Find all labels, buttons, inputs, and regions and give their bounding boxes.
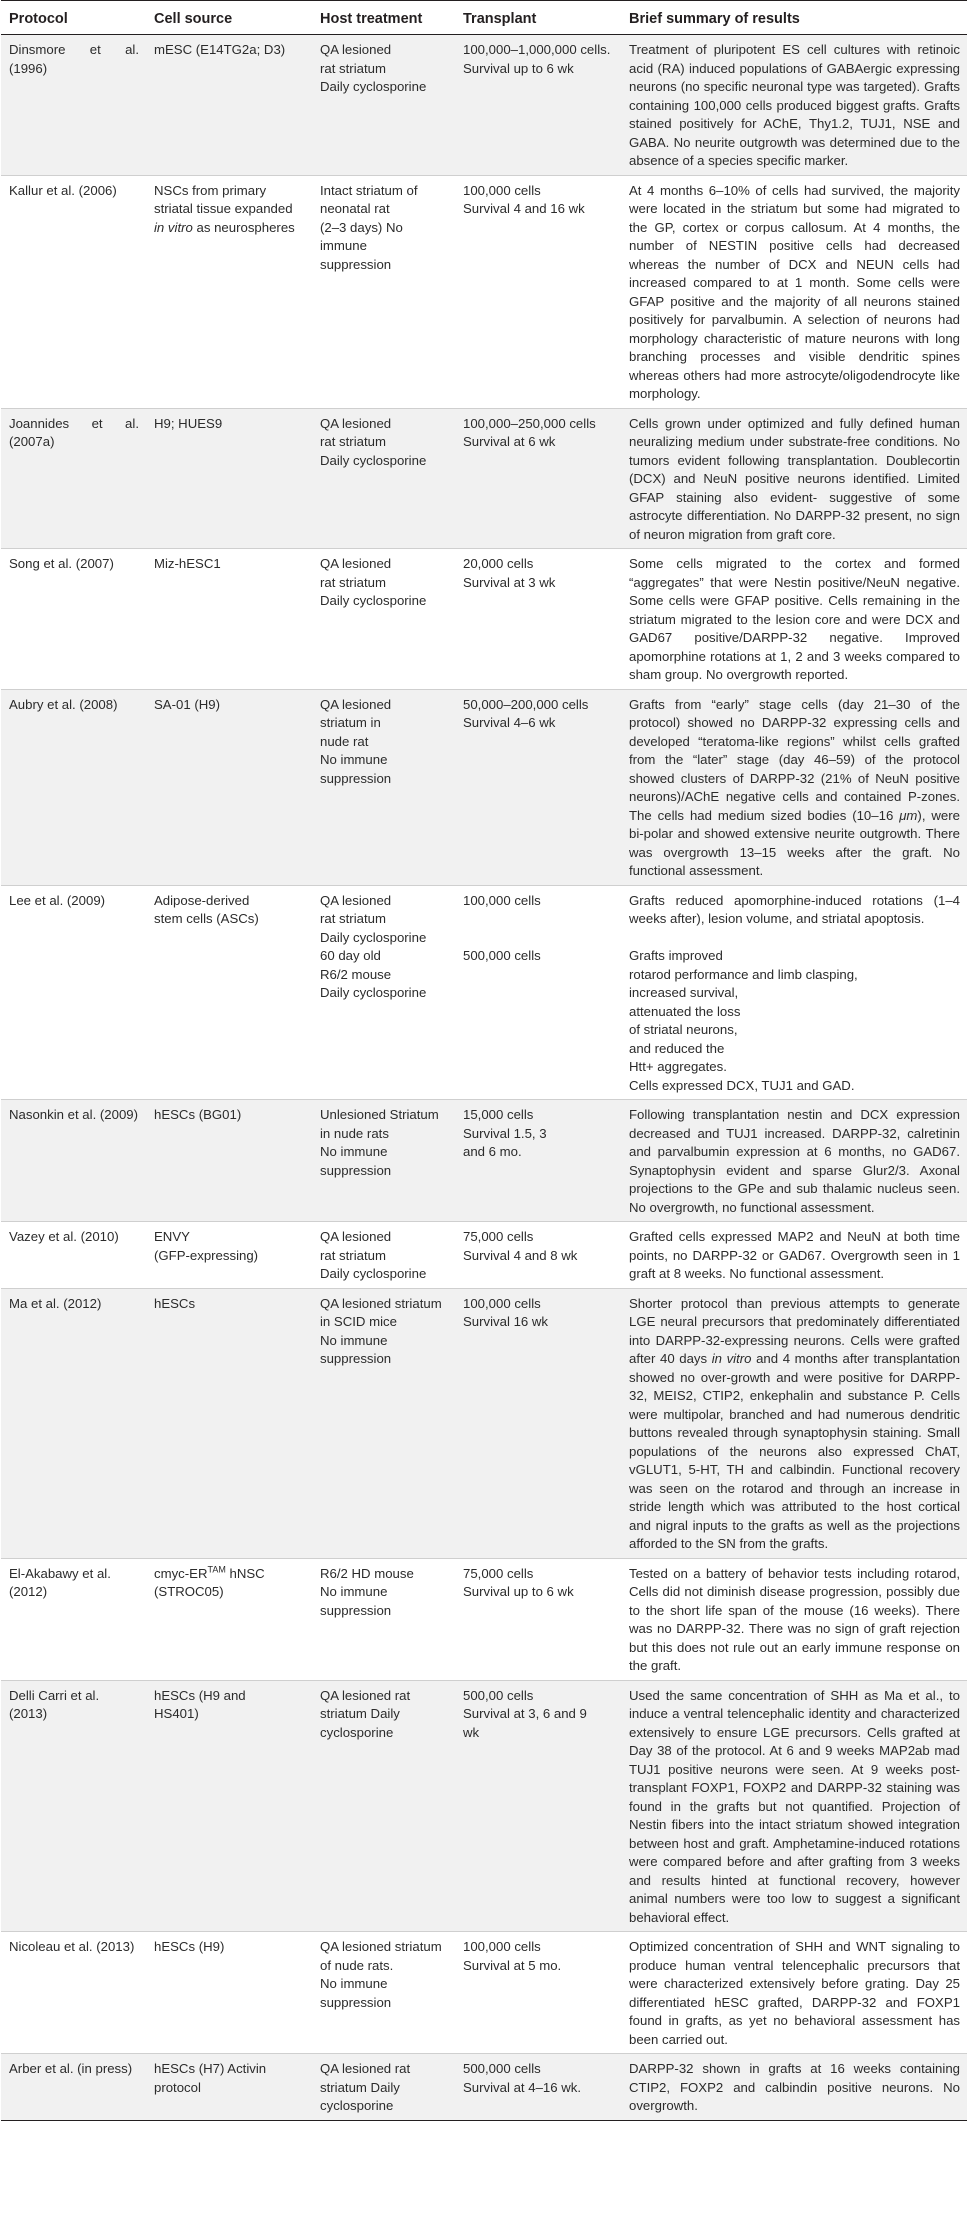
summary-cell: Grafts reduced apomorphine-induced rotations (1–4 weeks after), lesion volume, and striatal apoptosis. Grafts improved rotarod performance and limb clasping, increased survival, attenuated the loss of striatal neurons, and reduced the Htt+ aggregates. Cells expressed DCX, TUJ1 and GAD. xyxy=(621,885,967,1100)
protocol-cell: Kallur et al. (2006) xyxy=(1,175,146,408)
transplant-cell: 100,000 cells Survival at 5 mo. xyxy=(455,1932,621,2054)
table-row xyxy=(1,1222,967,1289)
table-row xyxy=(1,1680,967,1932)
table-row xyxy=(1,408,967,549)
transplant-cell: 100,000 cells 500,000 cells xyxy=(455,885,621,1100)
cell-source-cell: hESCs (BG01) xyxy=(146,1100,312,1222)
table-row xyxy=(1,689,967,885)
table-row xyxy=(1,1288,967,1558)
transplant-cell: 15,000 cells Survival 1.5, 3 and 6 mo. xyxy=(455,1100,621,1222)
table-row xyxy=(1,175,967,408)
cell-source-cell: cmyc-$ER^{TAM}$ hNSC (STROC05) xyxy=(146,1558,312,1680)
table-row xyxy=(1,1100,967,1222)
summary-cell: Optimized concentration of SHH and WNT signaling to produce human ventral telencephalic precursors that were characterized extensively before grating. Day 25 differentiated hESC grafted, DARPP-32 and FOXP1 found in grafts, as yet no behavioral assessment has been carried out. xyxy=(621,1932,967,2054)
protocol-cell: Song et al. (2007) xyxy=(1,549,146,690)
header-protocol: Protocol xyxy=(1,1,146,35)
protocol-cell: El-Akabawy et al. (2012) xyxy=(1,1558,146,1680)
table-row xyxy=(1,549,967,690)
summary-cell: Some cells migrated to the cortex and formed “aggregates” that were Nestin positive/NeuN negative. Some cells were GFAP positive. Cells remaining in the striatum migrated to the lesion core and were DCX and GAD67 positive/DARPP-32 negative. Improved apomorphine rotations at 1, 2 and 3 weeks compared to sham group. No overgrowth reported. xyxy=(621,549,967,690)
protocol-cell: Dinsmore et al. (1996) xyxy=(1,35,146,176)
transplant-cell: 75,000 cells Survival 4 and 8 wk xyxy=(455,1222,621,1289)
host-cell: QA lesioned rat striatum Daily cyclosporine xyxy=(312,2054,455,2121)
host-cell: R6/2 HD mouse No immune suppression xyxy=(312,1558,455,1680)
transplant-cell: 100,000–1,000,000 cells. Survival up to 6 wk xyxy=(455,35,621,176)
host-cell: QA lesioned rat striatum Daily cyclosporine xyxy=(312,408,455,549)
cell-source-cell: hESCs (H9) xyxy=(146,1932,312,2054)
protocol-cell: Ma et al. (2012) xyxy=(1,1288,146,1558)
host-cell: Intact striatum of neonatal rat (2–3 days) No immune suppression xyxy=(312,175,455,408)
protocol-cell: Delli Carri et al. (2013) xyxy=(1,1680,146,1932)
protocol-cell: Arber et al. (in press) xyxy=(1,2054,146,2121)
protocol-cell: Joannides et al. (2007a) xyxy=(1,408,146,549)
table-row xyxy=(1,885,967,1100)
host-cell: QA lesioned striatum of nude rats. No immune suppression xyxy=(312,1932,455,2054)
table-row xyxy=(1,2054,967,2121)
protocol-cell: Nasonkin et al. (2009) xyxy=(1,1100,146,1222)
transplant-cell: 500,000 cells Survival at 4–16 wk. xyxy=(455,2054,621,2121)
cell-source-cell: hESCs (H7) Activin protocol xyxy=(146,2054,312,2121)
header-host-treatment: Host treatment xyxy=(312,1,455,35)
host-cell: QA lesioned striatum in nude rat No immune suppression xyxy=(312,689,455,885)
cell-source-cell: Miz-hESC1 xyxy=(146,549,312,690)
cell-source-cell: mESC (E14TG2a; D3) xyxy=(146,35,312,176)
host-cell: QA lesioned rat striatum Daily cyclosporine xyxy=(312,1222,455,1289)
table-row xyxy=(1,35,967,176)
cell-source-cell: SA-01 (H9) xyxy=(146,689,312,885)
summary-cell: DARPP-32 shown in grafts at 16 weeks containing CTIP2, FOXP2 and calbindin positive neurons. No overgrowth. xyxy=(621,2054,967,2121)
transplant-cell: 20,000 cells Survival at 3 wk xyxy=(455,549,621,690)
summary-cell: Used the same concentration of SHH as Ma et al., to induce a ventral telencephalic identity and characterized extensively to ensure LGE precursors. Cells grafted at Day 38 of the protocol. At 6 and 9 weeks MAP2ab mad TUJ1 positive neurons were seen. At 9 weeks post-transplant FOXP1, FOXP2 and DARPP-32 staining was found in the grafts but not quantified. Projection of Nestin fibers into the intact striatum showed integration between host and graft. Amphetamine-induced rotations were compared before and after grafting from 3 weeks and results hinted at functional recovery, however animal numbers were too low to suggest a significant behavioral effect. xyxy=(621,1680,967,1932)
cell-source-cell: NSCs from primary striatal tissue expanded in vitro as neurospheres xyxy=(146,175,312,408)
protocol-cell: Lee et al. (2009) xyxy=(1,885,146,1100)
summary-cell: Cells grown under optimized and fully defined human neuralizing medium under substrate-free conditions. No tumors evident following transplantation. Doublecortin (DCX) and NeuN positive neurons identified. Limited GFAP staining also evident- suggestive of some astrocyte differentiation. No DARPP-32 present, no sign of neuron migration from graft core. xyxy=(621,408,967,549)
table-row xyxy=(1,1932,967,2054)
summary-cell: Grafts from “early” stage cells (day 21–30 of the protocol) showed no DARPP-32 expressing cells and developed “teratoma-like regions” whilst cells grafted from the “later” stage (day 46–59) of the protocol showed clusters of DARPP-32 (21% of NeuN positive neurons)/AChE negative cells and contained P-zones. The cells had medium sized bodies (10–16 μm), were bi-polar and showed extensive neurite outgrowth. There was overgrowth 13–15 weeks after the graft. No functional assessment. xyxy=(621,689,967,885)
transplant-cell: 100,000 cells Survival 16 wk xyxy=(455,1288,621,1558)
host-cell: QA lesioned rat striatum Daily cyclosporine xyxy=(312,549,455,690)
header-cell-source: Cell source xyxy=(146,1,312,35)
protocol-cell: Nicoleau et al. (2013) xyxy=(1,1932,146,2054)
table-header xyxy=(1,1,967,35)
protocol-table xyxy=(1,0,967,2121)
header-transplant: Transplant xyxy=(455,1,621,35)
summary-cell: Treatment of pluripotent ES cell cultures with retinoic acid (RA) induced populations of GABAergic expressing neurons (no specific neuronal type was targeted). Grafts containing 100,000 cells produced biggest grafts. Grafts stained positively for AChE, Thy1.2, TUJ1, NSE and GABA. No neurite outgrowth was determined due to the absence of a species specific marker. xyxy=(621,35,967,176)
cell-source-cell: Adipose-derived stem cells (ASCs) xyxy=(146,885,312,1100)
summary-cell: Tested on a battery of behavior tests including rotarod, Cells did not diminish disease progression, possibly due to the short life span of the mouse (16 weeks). There was no DARPP-32. There was no sign of graft rejection but this does not rule out an early immune response on the graft. xyxy=(621,1558,967,1680)
cell-source-cell: hESCs (H9 and HS401) xyxy=(146,1680,312,1932)
transplant-cell: 100,000–250,000 cells Survival at 6 wk xyxy=(455,408,621,549)
summary-cell: At 4 months 6–10% of cells had survived, the majority were located in the striatum but some had migrated to the GP, cortex or corpus callosum. At 4 months, the number of NESTIN positive cells had decreased whereas the number of DCX and NEUN cells had increased compared to at 1 month. Some cells were GFAP positive and the majority of all neurons stained positively for parvalbumin. A selection of neurons had morphology characteristic of mature neurons with long branching processes and visible dendritic spines whereas others had more astrocyte/oligodendrocyte like morphology. xyxy=(621,175,967,408)
transplant-cell: 500,00 cells Survival at 3, 6 and 9 wk xyxy=(455,1680,621,1932)
transplant-cell: 50,000–200,000 cells Survival 4–6 wk xyxy=(455,689,621,885)
host-cell: Unlesioned Striatum in nude rats No immune suppression xyxy=(312,1100,455,1222)
summary-cell: Following transplantation nestin and DCX expression decreased and TUJ1 increased. DARPP-32, calretinin and parvalbumin expression at 6 months, no GAD67. Synaptophysin evident and sparse Glur2/3. Axonal projections to the GPe and sub thalamic nucleus seen. No overgrowth, no functional assessment. xyxy=(621,1100,967,1222)
host-cell: QA lesioned rat striatum Daily cyclosporine xyxy=(312,1680,455,1932)
cell-source-cell: hESCs xyxy=(146,1288,312,1558)
summary-cell: Grafted cells expressed MAP2 and NeuN at both time points, no DARPP-32 or GAD67. Overgrowth seen in 1 graft at 8 weeks. No functional assessment. xyxy=(621,1222,967,1289)
protocol-cell: Vazey et al. (2010) xyxy=(1,1222,146,1289)
host-cell: QA lesioned striatum in SCID mice No immune suppression xyxy=(312,1288,455,1558)
protocol-cell: Aubry et al. (2008) xyxy=(1,689,146,885)
transplant-cell: 100,000 cells Survival 4 and 16 wk xyxy=(455,175,621,408)
table-row xyxy=(1,1558,967,1680)
header-summary: Brief summary of results xyxy=(621,1,967,35)
cell-source-cell: ENVY (GFP-expressing) xyxy=(146,1222,312,1289)
host-cell: QA lesioned rat striatum Daily cyclosporine xyxy=(312,35,455,176)
summary-cell: Shorter protocol than previous attempts to generate LGE neural precursors that predominately differentiated into DARPP-32-expressing neurons. Cells were grafted after 40 days in vitro and 4 months after transplantation showed no over-growth and were positive for DARPP-32, MEIS2, CTIP2, enkephalin and substance P. Cells were multipolar, branched and had numerous dendritic buttons revealed through synaptophysin staining. Small populations of the neurons also expressed ChAT, vGLUT1, 5-HT, TH and calbindin. Functional recovery was seen on the rotarod and through an increase in stride length which was attributed to the host cortical and nigral inputs to the grafts as well as the projections afforded to the SN from the grafts. xyxy=(621,1288,967,1558)
host-cell: QA lesioned rat striatum Daily cyclosporine 60 day old R6/2 mouse Daily cyclosporine xyxy=(312,885,455,1100)
cell-source-cell: H9; HUES9 xyxy=(146,408,312,549)
transplant-cell: 75,000 cells Survival up to 6 wk xyxy=(455,1558,621,1680)
